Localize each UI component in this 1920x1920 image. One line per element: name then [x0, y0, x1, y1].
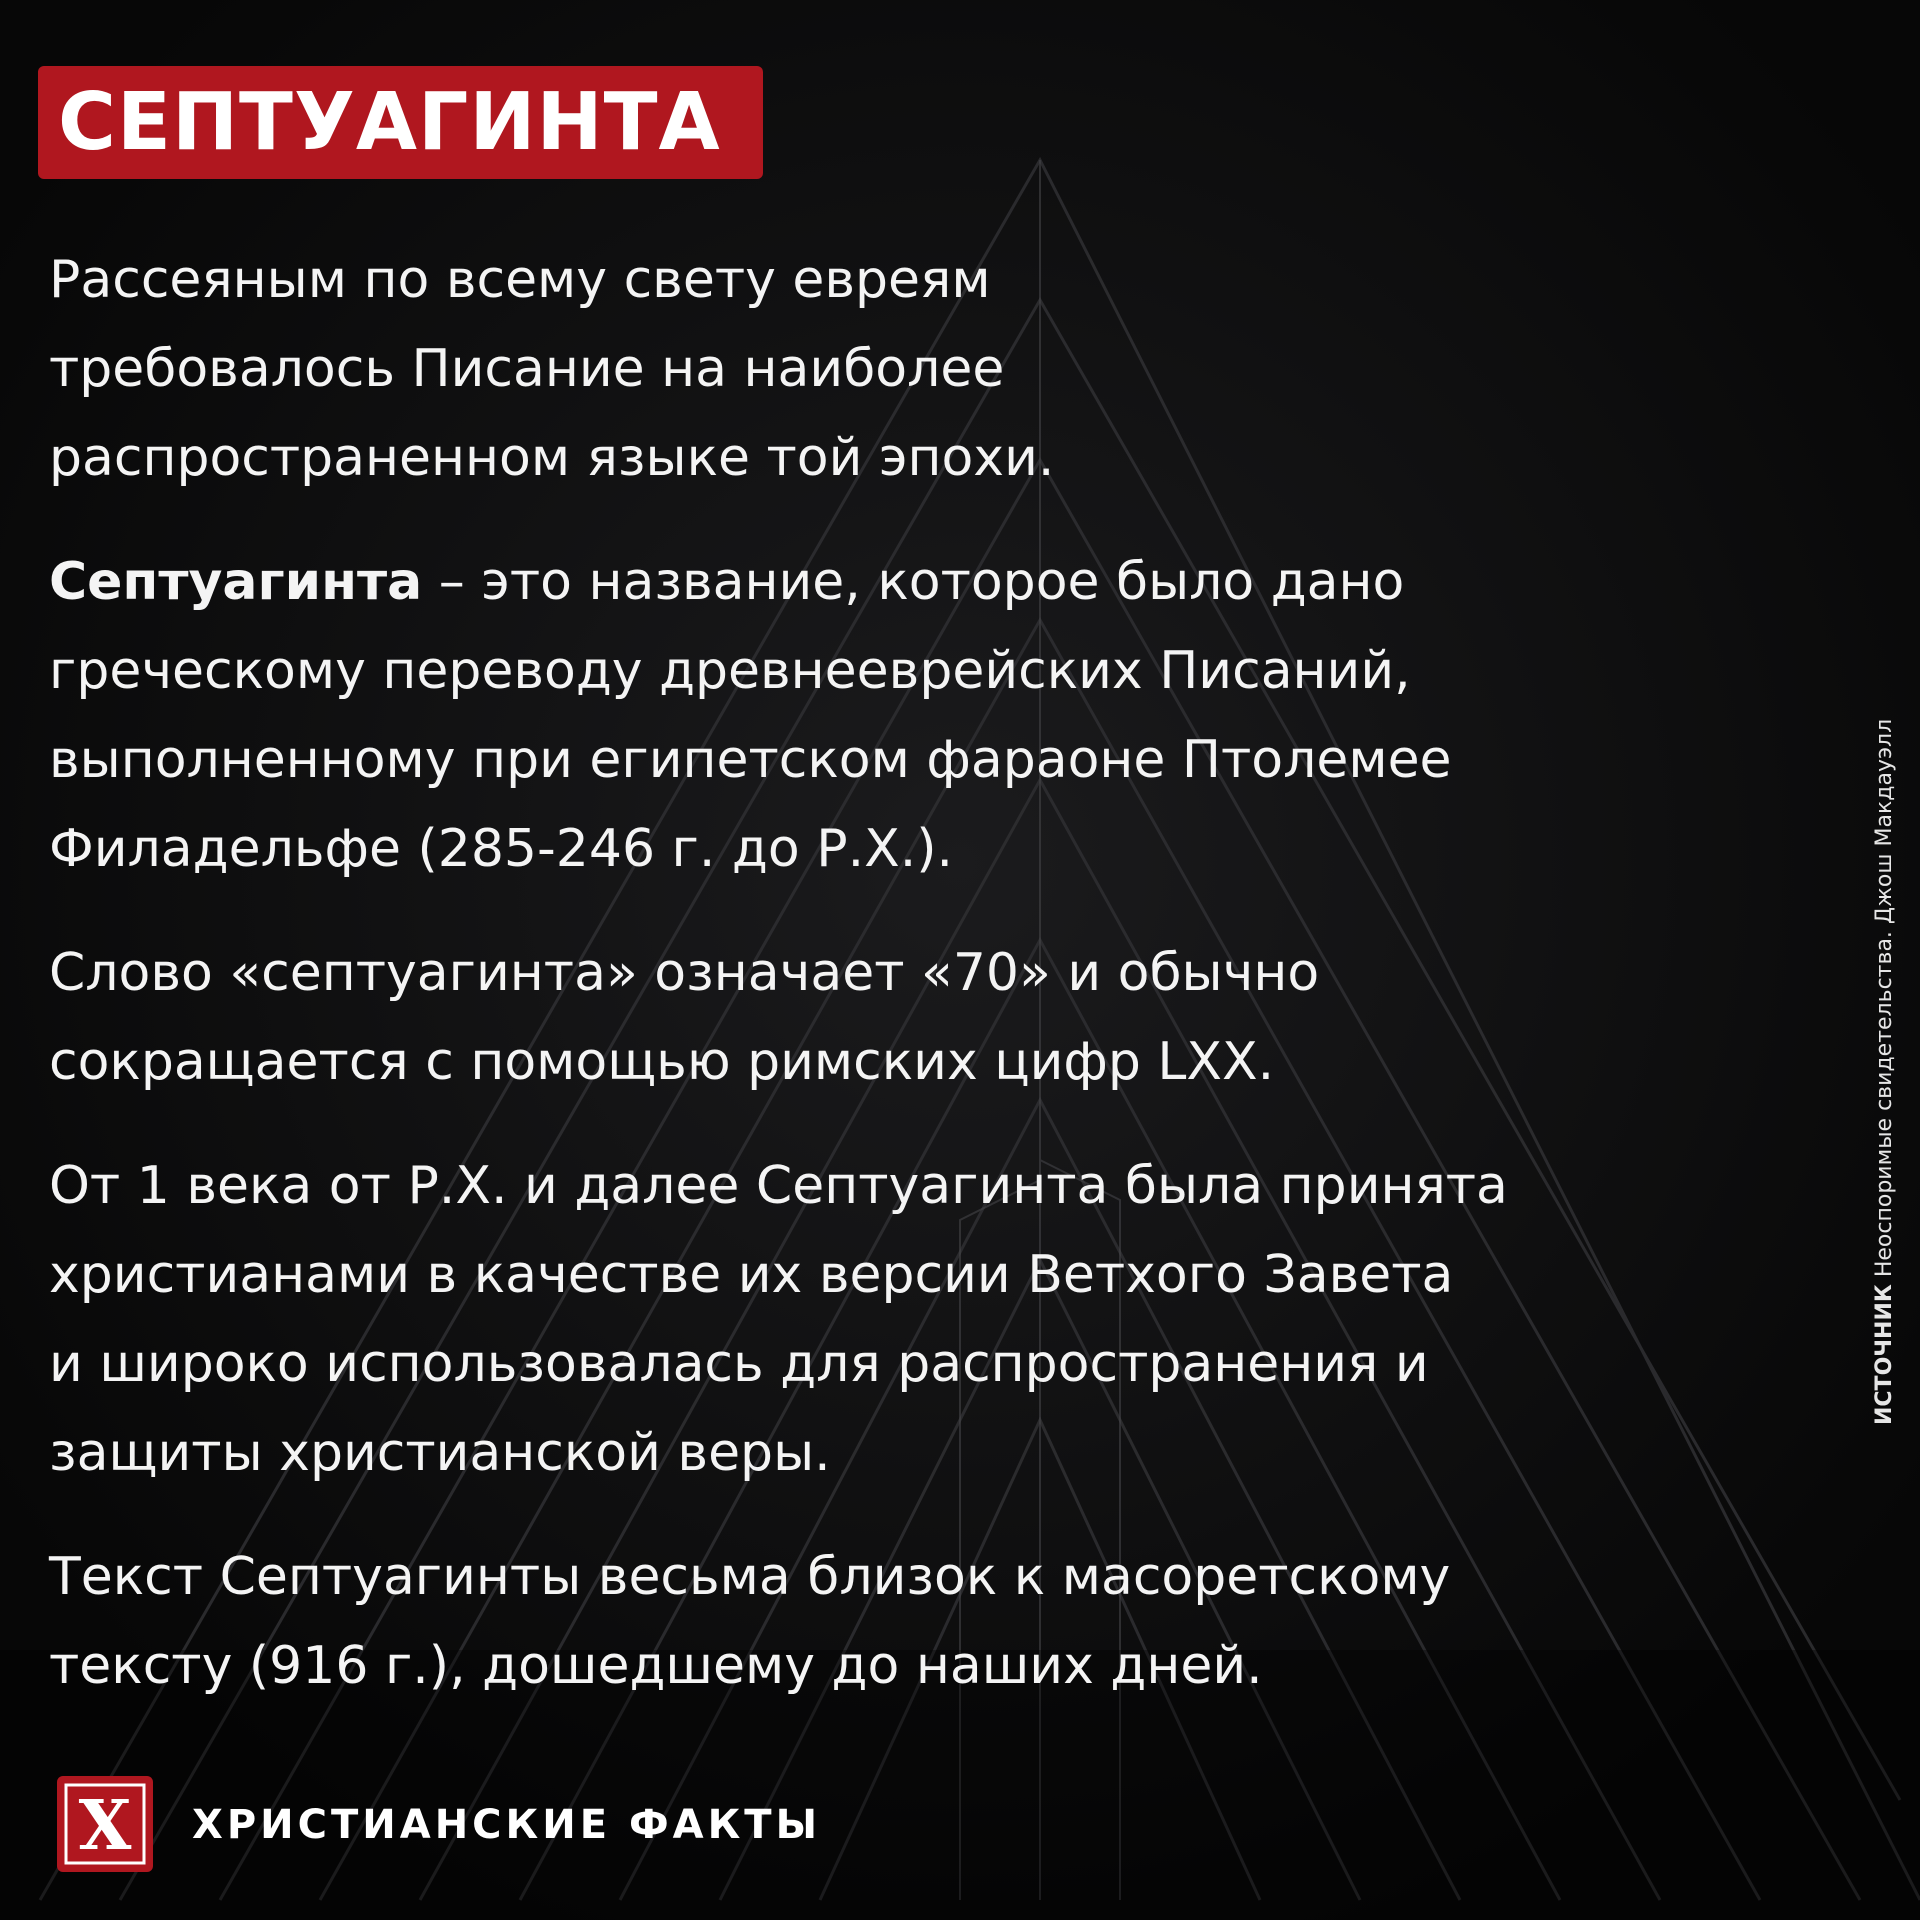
text-fragment: – это название, которое было дано [422, 552, 1405, 612]
text-line: тексту (916 г.), дошедшему до наших дней. [49, 1636, 1263, 1696]
text-line: греческому переводу древнееврейских Писаний, [49, 641, 1411, 701]
paragraph-5 [49, 1533, 1749, 1711]
page-title: СЕПТУАГИНТА [58, 76, 721, 168]
text-line: распространенном языке той эпохи. [49, 428, 1055, 488]
logo-letter: X [78, 1786, 132, 1866]
main-text [49, 236, 1749, 1711]
source-credit [1871, 719, 1899, 1425]
text-line: христианами в качестве их версии Ветхого Завета [49, 1245, 1454, 1305]
paragraph-4 [49, 1142, 1749, 1498]
paragraph-1 [49, 236, 1749, 503]
text-line: требовалось Писание на наиболее [49, 339, 1005, 399]
text-line: сокращается с помощью римских цифр LXX. [49, 1032, 1275, 1092]
text-line: Филадельфе (285-246 г. до Р.Х.). [49, 819, 954, 879]
x-logo-icon [57, 1776, 153, 1872]
text-line: защиты христианской веры. [49, 1423, 831, 1483]
text-line: выполненному при египетском фараоне Птолемее [49, 730, 1452, 790]
paragraph-3 [49, 929, 1749, 1107]
text-line: Текст Септуагинты весьма близок к масоретскому [49, 1547, 1451, 1607]
title-banner [38, 66, 763, 179]
text-line: Рассеяным по всему свету евреям [49, 250, 991, 310]
text-line [49, 538, 1749, 627]
paragraph-2 [49, 538, 1749, 894]
text-line: и широко использовалась для распространения и [49, 1334, 1429, 1394]
brand-name: ХРИСТИАНСКИЕ ФАКТЫ [192, 1802, 822, 1848]
source-label: ИСТОЧНИК [1872, 1284, 1897, 1425]
text-line: Слово «септуагинта» означает «70» и обычно [49, 943, 1320, 1003]
source-text: Неоспоримые свидетельства. Джош Макдауэлл [1872, 718, 1897, 1285]
bold-term: Септуагинта [49, 552, 423, 612]
text-line: От 1 века от Р.Х. и далее Септуагинта была принята [49, 1156, 1508, 1216]
